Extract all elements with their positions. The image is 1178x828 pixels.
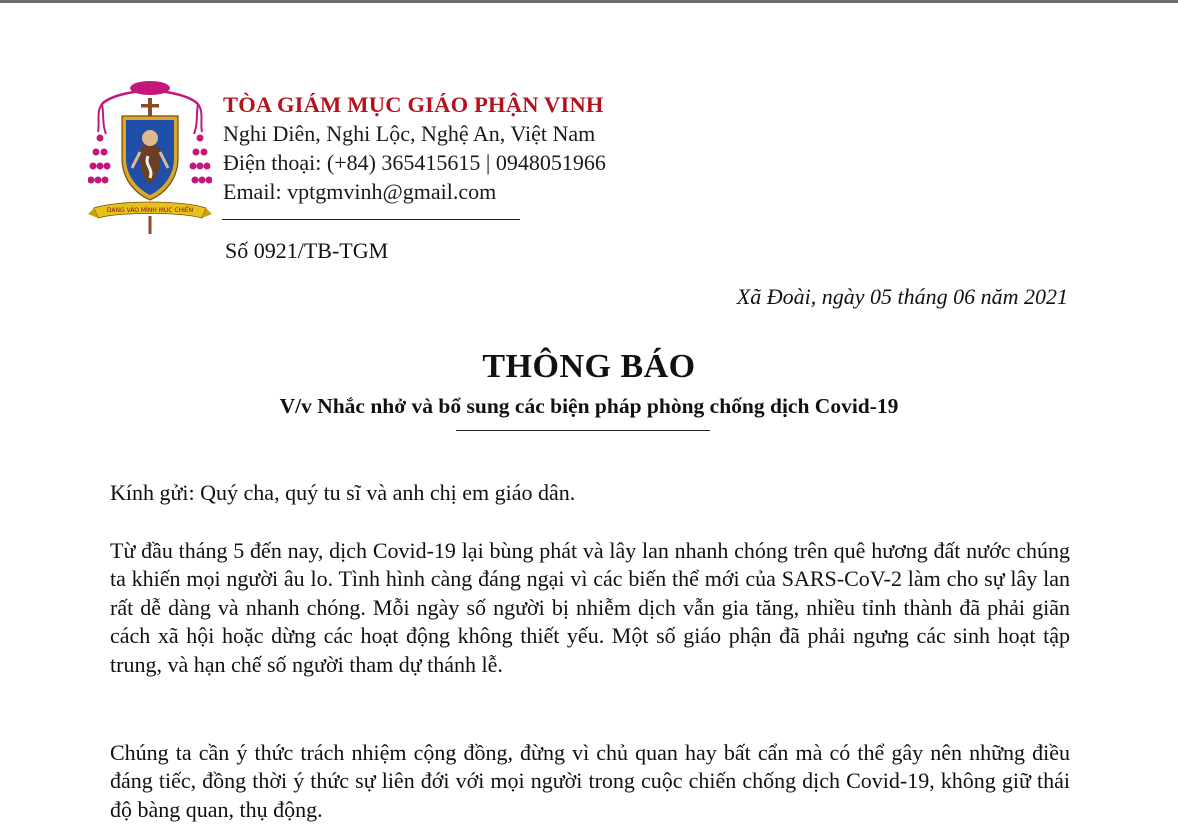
subject-divider [456,430,710,431]
document-subject: V/v Nhắc nhở và bổ sung các biện pháp phòng chống dịch Covid-19 [279,394,899,418]
letterhead-divider [222,219,520,220]
greeting: Kính gửi: Quý cha, quý tu sĩ và anh chị em giáo dân. [110,480,576,505]
organization-phone: Điện thoại: (+84) 365415615 | 0948051966 [223,150,606,175]
paragraph-2: Chúng ta cần ý thức trách nhiệm cộng đồng, đừng vì chủ quan hay bất cẩn mà có thể gây nên những điều đáng tiếc, đồng thời ý thức sự liên đới với mọi người trong cuộc chiến chống dịch Covid-19, không giữ thái độ bàng quan, thụ động. [110,740,1070,822]
svg-text:DANG VÀO MÌNH MỤC CHIÊN: DANG VÀO MÌNH MỤC CHIÊN [106,207,194,214]
organization-email: Email: vptgmvinh@gmail.com [223,179,497,204]
episcopal-crest-logo [88,76,212,236]
document-number: Số 0921/TB-TGM [225,238,389,263]
letterhead [223,90,606,206]
organization-name: TÒA GIÁM MỤC GIÁO PHẬN VINH [223,92,604,117]
document-title: THÔNG BÁO [482,348,696,385]
place-and-date: Xã Đoài, ngày 05 tháng 06 năm 2021 [736,284,1068,309]
organization-address: Nghi Diên, Nghi Lộc, Nghệ An, Việt Nam [223,121,596,146]
paragraph-1: Từ đầu tháng 5 đến nay, dịch Covid-19 lại bùng phát và lây lan nhanh chóng trên quê hương đất nước chúng ta khiến mọi người âu lo. Tình hình càng đáng ngại vì các biến thể mới của SARS-CoV-2 làm cho sự lây lan rất dễ dàng và nhanh chóng. Mỗi ngày số người bị nhiễm dịch vẫn gia tăng, nhiều tỉnh thành đã phải giãn cách xã hội hoặc dừng các hoạt động không thiết yếu. Một số giáo phận đã phải ngưng các sinh hoạt tập trung, và hạn chế số người tham dự thánh lễ. [110,538,1070,677]
